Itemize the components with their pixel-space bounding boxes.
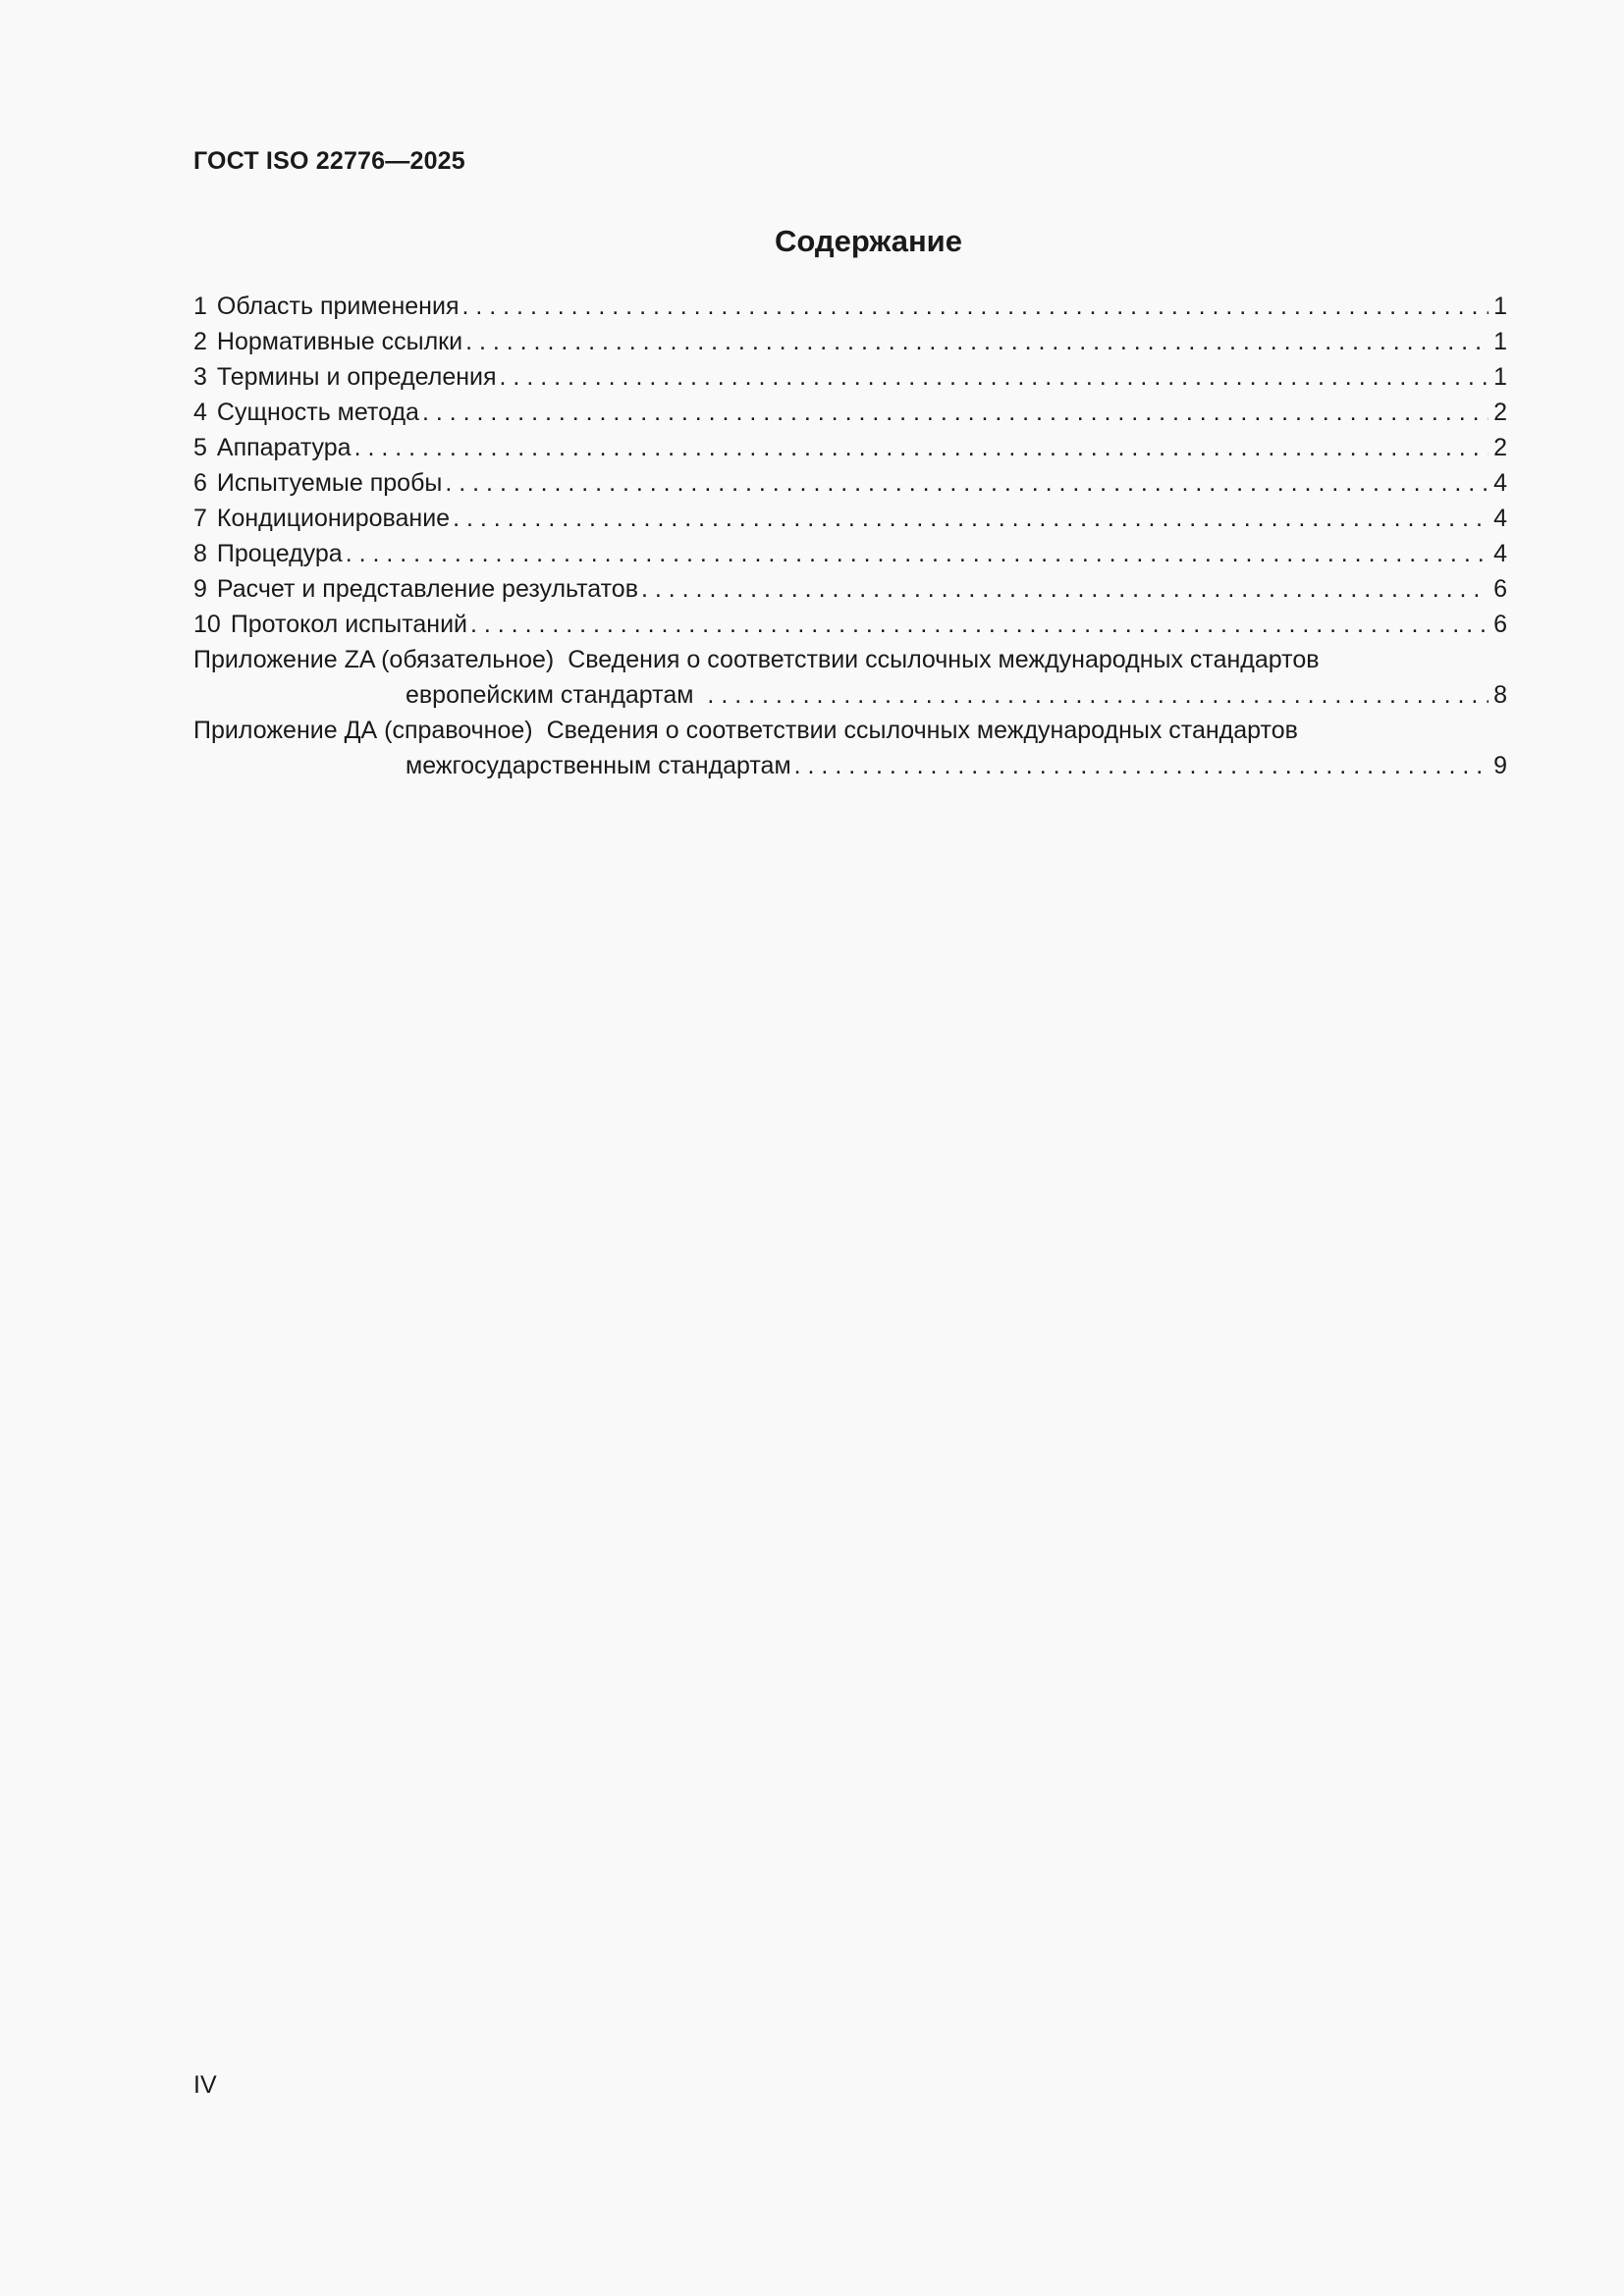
toc-entry-page: 4 xyxy=(1493,469,1507,497)
toc-entry-5[interactable] xyxy=(193,430,1507,465)
dot-leader xyxy=(641,571,1489,607)
toc-entry-page: 4 xyxy=(1493,505,1507,532)
annex-title-line1: Сведения о соответствии ссылочных международных стандартов xyxy=(546,717,1298,744)
toc-entry-number: 5 xyxy=(193,434,207,461)
toc-entry-page: 2 xyxy=(1493,399,1507,426)
document-code: ГОСТ ISO 22776—2025 xyxy=(193,147,465,175)
toc-entry-7[interactable] xyxy=(193,501,1507,536)
toc-entry-label: Сущность метода xyxy=(216,399,419,426)
annex-label: Приложение ZA (обязательное) xyxy=(193,646,555,673)
toc-entry-number: 6 xyxy=(193,469,207,497)
toc-entry-number: 7 xyxy=(193,505,207,532)
toc-entry-page: 1 xyxy=(1493,363,1507,391)
dot-leader xyxy=(470,607,1489,642)
toc-entry-6[interactable] xyxy=(193,465,1507,501)
toc-title: Содержание xyxy=(775,224,962,258)
page-number: IV xyxy=(193,2071,217,2099)
toc-entry-page: 8 xyxy=(1493,681,1507,709)
dot-leader xyxy=(445,465,1489,501)
dot-leader xyxy=(794,748,1489,783)
toc-entry-10[interactable] xyxy=(193,607,1507,642)
toc-annex-za[interactable] xyxy=(193,642,1507,713)
annex-title-line2: межгосударственным стандартам xyxy=(406,752,791,779)
toc-entry-number: 3 xyxy=(193,363,207,391)
dot-leader xyxy=(453,501,1489,536)
dot-leader xyxy=(346,536,1489,571)
toc-entry-label: Протокол испытаний xyxy=(230,611,467,638)
toc-entry-4[interactable] xyxy=(193,395,1507,430)
dot-leader xyxy=(461,289,1489,324)
toc-entry-page: 9 xyxy=(1493,752,1507,779)
toc-entry-page: 2 xyxy=(1493,434,1507,461)
toc-entry-page: 6 xyxy=(1493,611,1507,638)
toc-entry-number: 9 xyxy=(193,575,207,603)
annex-title-line2: европейским стандартам xyxy=(406,681,694,709)
toc-entry-label: Процедура xyxy=(216,540,343,567)
toc-entry-label: Область применения xyxy=(216,293,460,320)
dot-leader xyxy=(500,359,1489,395)
toc-entry-9[interactable] xyxy=(193,571,1507,607)
table-of-contents xyxy=(193,289,1507,783)
toc-entry-number: 4 xyxy=(193,399,207,426)
toc-entry-page: 1 xyxy=(1493,293,1507,320)
toc-entry-label: Термины и определения xyxy=(216,363,497,391)
toc-entry-page: 6 xyxy=(1493,575,1507,603)
annex-title-line1: Сведения о соответствии ссылочных международных стандартов xyxy=(568,646,1320,673)
toc-entry-8[interactable] xyxy=(193,536,1507,571)
annex-label: Приложение ДА (справочное) xyxy=(193,717,533,744)
toc-entry-number: 2 xyxy=(193,328,207,355)
toc-annex-da[interactable] xyxy=(193,713,1507,783)
toc-entry-label: Аппаратура xyxy=(216,434,352,461)
dot-leader xyxy=(707,677,1489,713)
toc-entry-2[interactable] xyxy=(193,324,1507,359)
dot-leader xyxy=(465,324,1489,359)
toc-entry-page: 1 xyxy=(1493,328,1507,355)
dot-leader xyxy=(422,395,1489,430)
toc-entry-1[interactable] xyxy=(193,289,1507,324)
toc-entry-label: Испытуемые пробы xyxy=(216,469,443,497)
toc-entry-page: 4 xyxy=(1493,540,1507,567)
toc-entry-label: Расчет и представление результатов xyxy=(216,575,638,603)
toc-entry-number: 8 xyxy=(193,540,207,567)
toc-entry-label: Кондиционирование xyxy=(216,505,451,532)
toc-entry-3[interactable] xyxy=(193,359,1507,395)
toc-entry-label: Нормативные ссылки xyxy=(216,328,463,355)
dot-leader xyxy=(354,430,1489,465)
toc-entry-number: 1 xyxy=(193,293,207,320)
toc-entry-number: 10 xyxy=(193,611,221,638)
